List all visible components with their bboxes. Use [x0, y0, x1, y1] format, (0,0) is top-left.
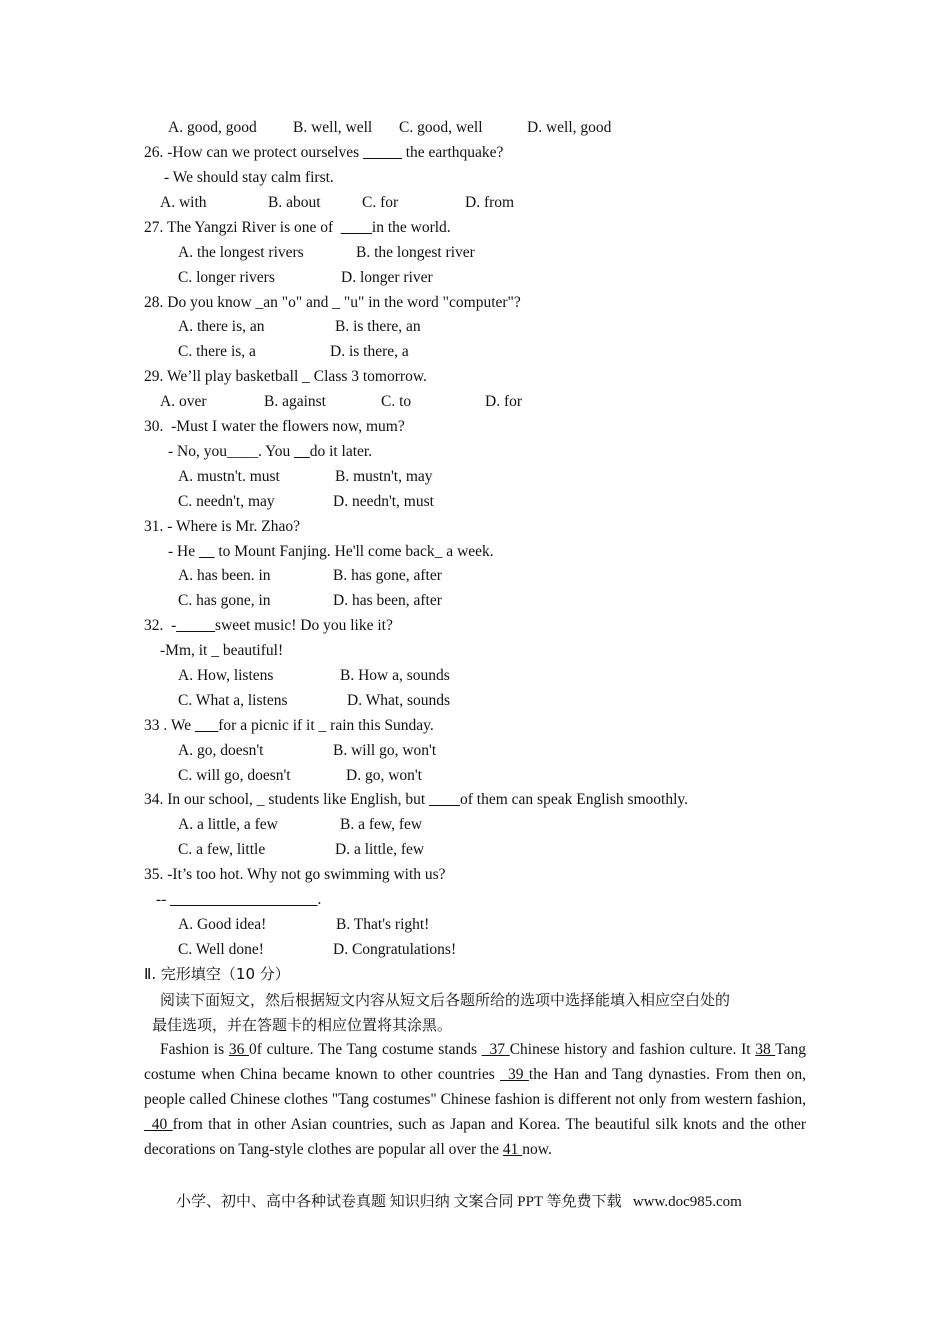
q31-option-a: A. has been. in: [178, 567, 271, 584]
q34-blank: ____: [429, 791, 461, 808]
q32-option-b: B. How a, sounds: [340, 667, 450, 684]
q29-option-d: D. for: [485, 393, 523, 410]
blank-38: 38: [755, 1041, 776, 1058]
q31-blank: __: [199, 543, 215, 560]
blank-41: 41: [502, 1141, 523, 1158]
q32-stem: 32. -_____sweet music! Do you like it?: [144, 617, 393, 634]
page-footer: 小学、初中、高中各种试卷真题 知识归纳 文案合同 PPT 等免费下载 www.doc985.com: [176, 1194, 742, 1210]
q33-stem: 33 . We ___for a picnic if it _ rain this Sunday.: [144, 717, 434, 734]
q32-blank: _____: [176, 617, 216, 634]
q27-option-d: D. longer river: [341, 269, 433, 286]
q34-option-d: D. a little, few: [335, 841, 425, 858]
q25-option-a: A. good, good: [168, 119, 257, 136]
q35-option-c: C. Well done!: [178, 941, 264, 958]
q32-option-d: D. What, sounds: [347, 692, 451, 709]
q35-option-d: D. Congratulations!: [333, 941, 457, 958]
q30-stem: 30. -Must I water the flowers now, mum?: [144, 418, 405, 435]
q33-option-a: A. go, doesn't: [178, 742, 264, 759]
q33-option-d: D. go, won't: [346, 767, 422, 784]
cloze-passage: Fashion is 36 0f culture. The Tang costume stands _37 Chinese history and fashion culture. It 38 Tang costume when China became known to other countries _39 the Han and Tang dynasties. From then on, people called Chinese clothes "Tang costumes" Chinese fashion is different not only from western fashion, _40 from that in other Asian countries, such as Japan and Korea. The beautiful silk knots and the other decorations on Tang-style clothes are popular all over the 41 now.: [144, 1041, 807, 1158]
q29-option-b: B. against: [264, 393, 326, 410]
q34-option-b: B. a few, few: [340, 816, 423, 833]
q35-option-b: B. That's right!: [336, 916, 430, 933]
q30-answer: - No, you____. You __do it later.: [168, 443, 373, 460]
q26-option-c: C. for: [362, 194, 399, 211]
section-heading: Ⅱ. 完形填空（10 分）: [144, 965, 290, 983]
q33-option-b: B. will go, won't: [333, 742, 437, 759]
q32-option-c: C. What a, listens: [178, 692, 288, 709]
q32-answer: -Mm, it _ beautiful!: [160, 642, 284, 659]
q28-option-a: A. there is, an: [178, 318, 265, 335]
q32-option-a: A. How, listens: [178, 667, 274, 684]
q29-option-a: A. over: [160, 393, 207, 410]
q31-answer: - He __ to Mount Fanjing. He'll come back_ a week.: [168, 543, 494, 560]
q34-option-a: A. a little, a few: [178, 816, 278, 833]
q27-option-b: B. the longest river: [356, 244, 475, 261]
q26-answer: - We should stay calm first.: [164, 169, 334, 186]
q27-blank: ____: [340, 219, 372, 236]
q31-option-d: D. has been, after: [333, 592, 442, 609]
q28-stem: 28. Do you know _an "o" and _ "u" in the word "computer"?: [144, 294, 521, 311]
q26-option-d: D. from: [465, 194, 515, 211]
q31-stem: 31. - Where is Mr. Zhao?: [144, 518, 300, 535]
q30-option-d: D. needn't, must: [333, 493, 434, 510]
section-instruction-line1: 阅读下面短文，然后根据短文内容从短文后各题所给的选项中选择能填入相应空白处的: [160, 991, 731, 1009]
q29-stem: 29. We’ll play basketball _ Class 3 tomorrow.: [144, 368, 427, 385]
q25-option-d: D. well, good: [527, 119, 612, 136]
q31-option-b: B. has gone, after: [333, 567, 442, 584]
q30-option-b: B. mustn't, may: [335, 468, 433, 485]
q31-option-c: C. has gone, in: [178, 592, 271, 609]
q26-blank: _____: [363, 144, 402, 161]
q33-option-c: C. will go, doesn't: [178, 767, 291, 784]
q35-answer: -- ___________________.: [156, 891, 322, 908]
section-instruction-line2: 最佳选项，并在答题卡的相应位置将其涂黑。: [152, 1016, 453, 1034]
q26-option-b: B. about: [268, 194, 321, 211]
q25-option-b: B. well, well: [293, 119, 373, 136]
q34-option-c: C. a few, little: [178, 841, 266, 858]
q27-option-c: C. longer rivers: [178, 269, 275, 286]
q28-option-b: B. is there, an: [335, 318, 421, 335]
q35-stem: 35. -It’s too hot. Why not go swimming with us?: [144, 866, 446, 883]
q27-stem: 27. The Yangzi River is one of ____in the world.: [144, 219, 451, 236]
q28-option-c: C. there is, a: [178, 343, 256, 360]
q35-option-a: A. Good idea!: [178, 916, 267, 933]
q34-stem: 34. In our school, _ students like English, but ____of them can speak English smoothly.: [144, 791, 689, 808]
q29-option-c: C. to: [381, 393, 412, 410]
q26-option-a: A. with: [160, 194, 207, 211]
blank-39: _39: [500, 1066, 529, 1083]
blank-40: _40: [144, 1116, 173, 1133]
q30-option-a: A. mustn't. must: [178, 468, 280, 485]
q33-blank: ___: [195, 717, 219, 734]
q27-option-a: A. the longest rivers: [178, 244, 304, 261]
q25-option-c: C. good, well: [399, 119, 483, 136]
q28-option-d: D. is there, a: [330, 343, 409, 360]
q30-blank: __: [294, 443, 310, 460]
blank-37: _37: [481, 1041, 510, 1058]
blank-36: 36: [228, 1041, 250, 1058]
q26-stem: 26. -How can we protect ourselves _____ the earthquake?: [144, 144, 504, 161]
q35-blank: ___________________: [170, 891, 318, 908]
q30-option-c: C. needn't, may: [178, 493, 275, 510]
